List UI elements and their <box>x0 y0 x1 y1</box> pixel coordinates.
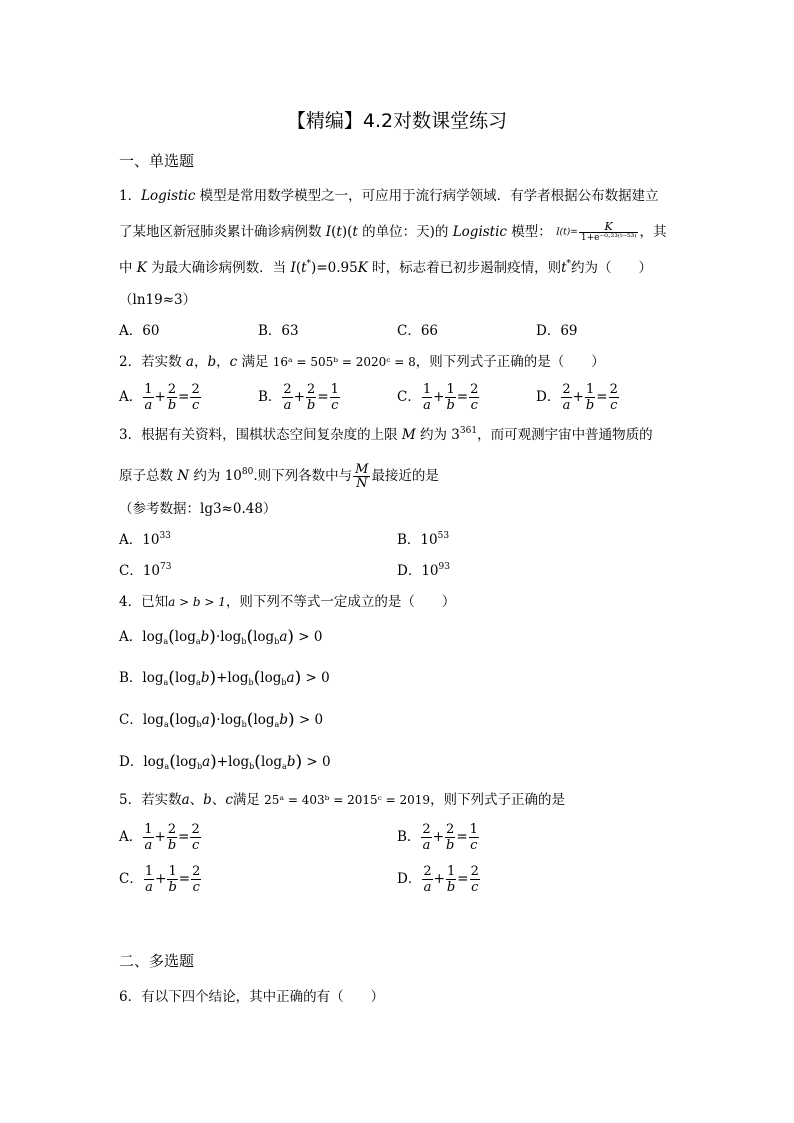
section-heading-single-choice: 一、单选题 <box>119 152 195 170</box>
q1-text: 了某地区新冠肺炎累计确诊病例数 <box>119 224 326 240</box>
q1-text: )( <box>341 224 353 240</box>
q2-text: 满足 <box>237 354 273 370</box>
q4-option-label: C． <box>119 712 143 728</box>
q4-stem <box>119 592 455 612</box>
q2-var: b <box>207 354 217 370</box>
q4-option-label: A． <box>119 629 143 645</box>
q4-option-c[interactable] <box>119 710 323 730</box>
q1-var: t <box>561 260 567 276</box>
q3-hint: （参考数据：lg3≈0.48） <box>119 501 277 517</box>
q1-formula-numerator: K <box>579 222 639 233</box>
q3-text: 原子总数 <box>119 468 178 484</box>
q3-text: 约为 10 <box>189 468 242 484</box>
q3-option-d[interactable]: D．$10^{93}$ <box>397 562 450 579</box>
q3-option-c[interactable]: C．$10^{73}$ <box>119 562 172 579</box>
q1-line-2 <box>119 222 666 243</box>
q1-hint: （ln19≈3） <box>119 292 197 308</box>
q1-var: K <box>357 260 368 276</box>
q3-var: N <box>177 468 190 484</box>
section-heading-multi-choice: 二、多选题 <box>119 952 195 970</box>
q3-option-b[interactable]: B．$10^{53}$ <box>397 531 450 548</box>
q1-text: 模型： <box>507 224 552 240</box>
q4-option-d[interactable] <box>119 752 331 772</box>
q2-text: 2．若实数 <box>119 354 186 370</box>
q1-var: I <box>290 260 296 276</box>
q4-option-label: D． <box>119 754 144 770</box>
q5-option-a[interactable]: A． $\frac{1}{a}$ + $\frac{2}{b}$ = $\frac{2}{c}$ <box>119 822 200 853</box>
q5-var: b <box>203 792 212 808</box>
q1-text: 时，标志着已初步遏制疫情，则 <box>367 260 562 276</box>
q1-text: 约为（ ） <box>571 260 653 276</box>
q1-var: t <box>352 224 358 240</box>
q2-text: ，则下列式子正确的是（ ） <box>415 354 605 370</box>
q4-text: ，则下列不等式一定成立的是（ ） <box>225 594 456 610</box>
q1-option-c[interactable]: C．66 <box>397 323 439 339</box>
q1-line-3 <box>119 258 652 278</box>
q5-stem <box>119 790 565 810</box>
q1-text: ( <box>331 224 337 240</box>
q5-equation: 25ᵃ = 403ᵇ = 2015ᶜ = 2019 <box>264 793 431 807</box>
q5-text: 满足 <box>232 792 265 808</box>
q2-option-c[interactable]: C． $\frac{1}{a}$ + $\frac{1}{b}$ = $\frac{2}{c}$ <box>397 382 479 413</box>
q6-stem: 6．有以下四个结论，其中正确的有（ ） <box>119 989 385 1005</box>
q2-text: ， <box>216 354 230 370</box>
q5-var: c <box>225 792 233 808</box>
q1-term: Logistic <box>452 224 507 240</box>
q4-option-expression: $\log_a(\log_ba)+\log_b(\log_ab) > 0$ <box>143 752 331 772</box>
q3-exponent: 361 <box>459 426 478 436</box>
q5-text: 、 <box>211 792 226 808</box>
q1-term: Logistic <box>141 188 196 204</box>
q1-line-1 <box>119 186 659 206</box>
q3-text: .则下列各数中与 <box>253 468 353 484</box>
q4-text: 4．已知 <box>119 594 169 610</box>
q1-formula-denominator: 1+e⁻⁰·²³⁽ᵗ⁻⁵³⁾ <box>580 233 637 243</box>
q1-option-b[interactable]: B．63 <box>258 323 299 339</box>
q2-text: ， <box>193 354 208 370</box>
q5-text: ，则下列式子正确的是 <box>430 792 566 808</box>
q2-option-d[interactable]: D． $\frac{2}{a}$ + $\frac{1}{b}$ = $\frac{2}{c}$ <box>536 382 618 413</box>
q5-var: a <box>181 792 190 808</box>
q5-option-b[interactable]: B． $\frac{2}{a}$ + $\frac{2}{b}$ = $\frac{1}{c}$ <box>397 822 478 853</box>
q1-formula-lhs: I(t)= <box>556 227 578 238</box>
q4-option-b[interactable] <box>119 668 330 688</box>
q2-option-a-label: A． <box>119 389 143 405</box>
q2-var: a <box>185 354 194 370</box>
q3-text: 约为 3 <box>415 427 460 443</box>
q2-equation: 16ᵃ = 505ᵇ = 2020ᶜ = 8 <box>272 355 416 369</box>
q2-option-d-label: D． <box>536 389 561 405</box>
q3-line-1 <box>119 425 653 445</box>
q1-text: ( <box>295 260 302 276</box>
q1-number: 1． <box>119 188 142 204</box>
q3-exponent: 80 <box>241 467 254 477</box>
q3-text: 3．根据有关资料，围棋状态空间复杂度的上限 <box>119 427 402 443</box>
q5-text: 、 <box>189 792 204 808</box>
q1-var: t <box>301 260 307 276</box>
q2-var: c <box>229 354 238 370</box>
q4-option-label: B． <box>119 670 143 686</box>
q3-fraction: $\frac{M}{N}$ <box>355 462 369 491</box>
q1-text: 为最大确诊病例数．当 <box>146 260 291 276</box>
q4-option-a[interactable] <box>119 627 323 647</box>
q1-text: 模型是常用数学模型之一，可应用于流行病学领域．有学者根据公布数据建立 <box>195 188 659 204</box>
q4-condition: a > b > 1 <box>168 595 226 609</box>
q1-option-d[interactable]: D．69 <box>536 323 578 339</box>
page-title: 【精编】4.2对数课堂练习 <box>286 110 508 132</box>
q1-text: ，其 <box>639 224 667 240</box>
q5-option-d[interactable]: D． $\frac{2}{a}$ + $\frac{1}{b}$ = $\frac{2}{c}$ <box>397 864 479 895</box>
q1-star: * <box>306 259 312 269</box>
q3-text: 最接近的是 <box>371 468 439 484</box>
q1-var: t <box>336 224 342 240</box>
q3-line-2 <box>119 463 439 490</box>
q3-var: M <box>401 427 416 443</box>
q4-option-expression: $\log_a(\log_ba)\cdot\log_b(\log_ab) > 0$ <box>142 710 324 730</box>
q2-option-c-label: C． <box>397 389 421 405</box>
q1-text: )=0.95 <box>311 260 358 276</box>
q1-star: * <box>566 259 572 269</box>
q3-text: ，而可观测宇宙中普通物质的 <box>477 427 653 443</box>
q4-option-expression: $\log_a(\log_ab)\cdot\log_b(\log_ba) > 0$ <box>142 627 323 647</box>
q1-var: I <box>325 224 332 240</box>
q2-option-a[interactable]: A． $\frac{1}{a}$ + $\frac{2}{b}$ = $\frac{2}{c}$ <box>119 382 200 413</box>
q1-text: 中 <box>119 260 137 276</box>
q1-formula-fraction <box>579 222 639 243</box>
q2-option-b-label: B． <box>258 389 282 405</box>
q5-text: 5．若实数 <box>119 792 182 808</box>
q1-text: 的单位：天)的 <box>357 224 453 240</box>
q1-option-a[interactable]: A．60 <box>119 323 160 339</box>
q3-option-a[interactable]: A．$10^{33}$ <box>119 531 171 548</box>
q5-option-c[interactable]: C． $\frac{1}{a}$ + $\frac{1}{b}$ = $\frac{2}{c}$ <box>119 864 201 895</box>
q2-option-b[interactable]: B． $\frac{2}{a}$ + $\frac{2}{b}$ = $\frac{1}{c}$ <box>258 382 339 413</box>
q4-option-expression: $\log_a(\log_ab)+\log_b(\log_ba) > 0$ <box>142 668 330 688</box>
q2-stem <box>119 352 605 372</box>
q1-var: K <box>136 260 147 276</box>
